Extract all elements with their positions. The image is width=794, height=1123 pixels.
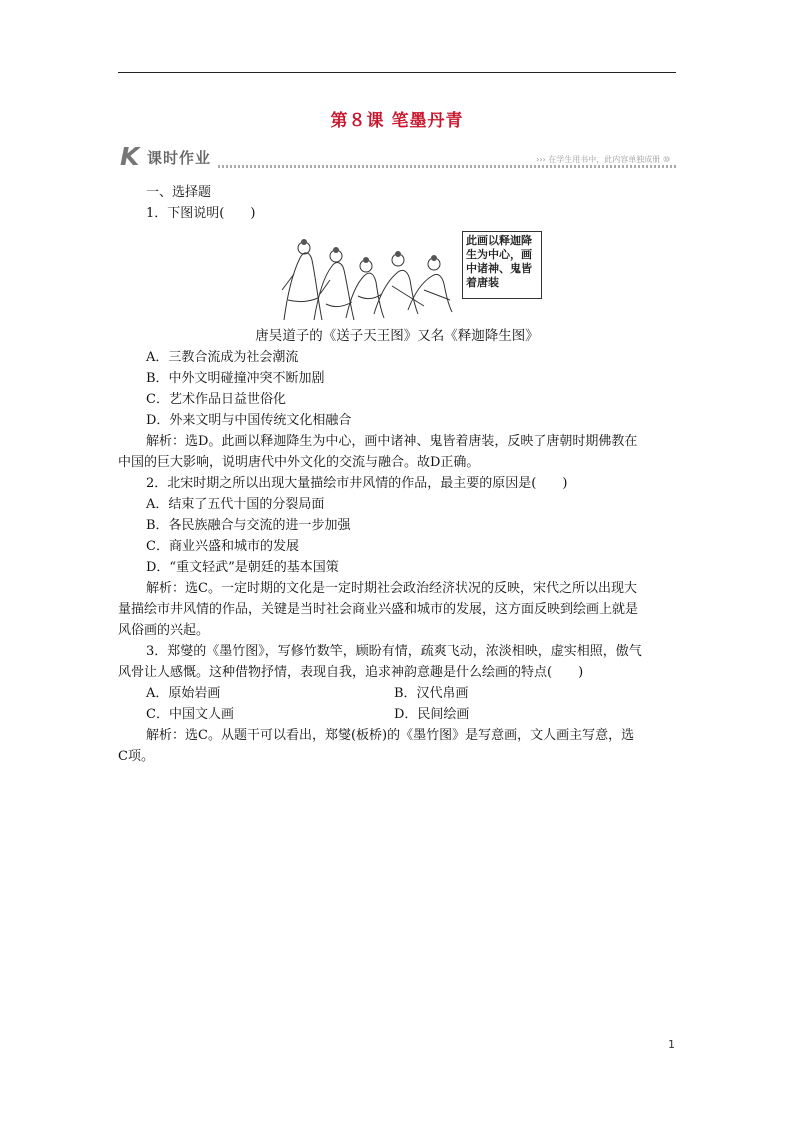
question-2-option-c: C．商业兴盛和城市的发展 <box>146 539 299 554</box>
question-2-option-a: A．结束了五代十国的分裂局面 <box>146 497 325 512</box>
question-2-explanation-line-2: 量描绘市井风情的作品，关键是当时社会商业兴盛和城市的发展，这方面反映到绘画上就是 <box>118 602 639 617</box>
question-3-option-d: D．民间绘画 <box>394 707 470 722</box>
painting-illustration <box>274 230 460 322</box>
question-1-option-b: B．中外文明碰撞冲突不断加剧 <box>146 371 325 386</box>
question-3-stem-line-1: 3．郑燮的《墨竹图》，写修竹数竿，顾盼有情，疏爽飞动，浓淡相映，虚实相照，傲气 <box>146 644 642 659</box>
question-1-figure <box>146 230 676 326</box>
figure-annotation-box: 此画以释迦降生为中心，画中诸神、鬼皆着唐装 <box>462 231 542 299</box>
question-3-option-c: C．中国文人画 <box>146 707 234 722</box>
document-body <box>118 182 676 767</box>
question-3-option-a: A．原始岩画 <box>146 686 221 701</box>
page-number: 1 <box>668 1038 675 1051</box>
question-2-stem: 2．北宋时期之所以出现大量描绘市井风情的作品，最主要的原因是( ) <box>146 476 568 491</box>
question-1-option-c: C．艺术作品日益世俗化 <box>146 392 286 407</box>
banner-logo-icon: K <box>120 142 140 171</box>
banner-divider <box>218 165 676 168</box>
figure-caption: 唐吴道子的《送子天王图》又名《释迦降生图》 <box>255 328 539 344</box>
question-3-option-b: B．汉代帛画 <box>394 686 469 701</box>
banner-note: ››› 在学生用书中，此内容单独成册 ⑩ <box>536 155 670 164</box>
question-3-explanation-line-2: C项。 <box>118 749 154 764</box>
question-1-option-d: D．外来文明与中国传统文化相融合 <box>146 413 352 428</box>
header-rule <box>118 72 676 73</box>
question-2-option-b: B．各民族融合与交流的进一步加强 <box>146 518 351 533</box>
question-3-options-row-2 <box>146 704 676 725</box>
question-1-stem: 1．下图说明( ) <box>146 206 256 221</box>
homework-banner <box>118 143 676 173</box>
banner-title: 课时作业 <box>147 149 212 167</box>
question-3-stem-line-2: 风骨让人感慨。这种借物抒情，表现自我，追求神韵意趣是什么绘画的特点( ) <box>118 665 584 680</box>
question-2-explanation-line-1: 解析：选C。一定时期的文化是一定时期社会政治经济状况的反映，宋代之所以出现大 <box>146 581 637 596</box>
question-1-option-a: A．三教合流成为社会潮流 <box>146 350 299 365</box>
question-1-explanation-line-2: 中国的巨大影响，说明唐代中外文化的交流与融合。故D正确。 <box>118 455 480 470</box>
question-3-options-row-1 <box>146 683 676 704</box>
question-2-option-d: D．“重文轻武”是朝廷的基本国策 <box>146 560 339 575</box>
question-3-explanation-line-1: 解析：选C。从题干可以看出，郑燮(板桥)的《墨竹图》是写意画，文人画主写意，选 <box>146 728 635 743</box>
section-heading: 一、选择题 <box>146 185 212 200</box>
question-1-explanation-line-1: 解析：选D。此画以释迦降生为中心，画中诸神、鬼皆着唐装，反映了唐朝时期佛教在 <box>146 434 638 449</box>
page-title: 第８课 笔墨丹青 <box>330 111 464 131</box>
question-2-explanation-line-3: 风俗画的兴起。 <box>118 623 210 638</box>
